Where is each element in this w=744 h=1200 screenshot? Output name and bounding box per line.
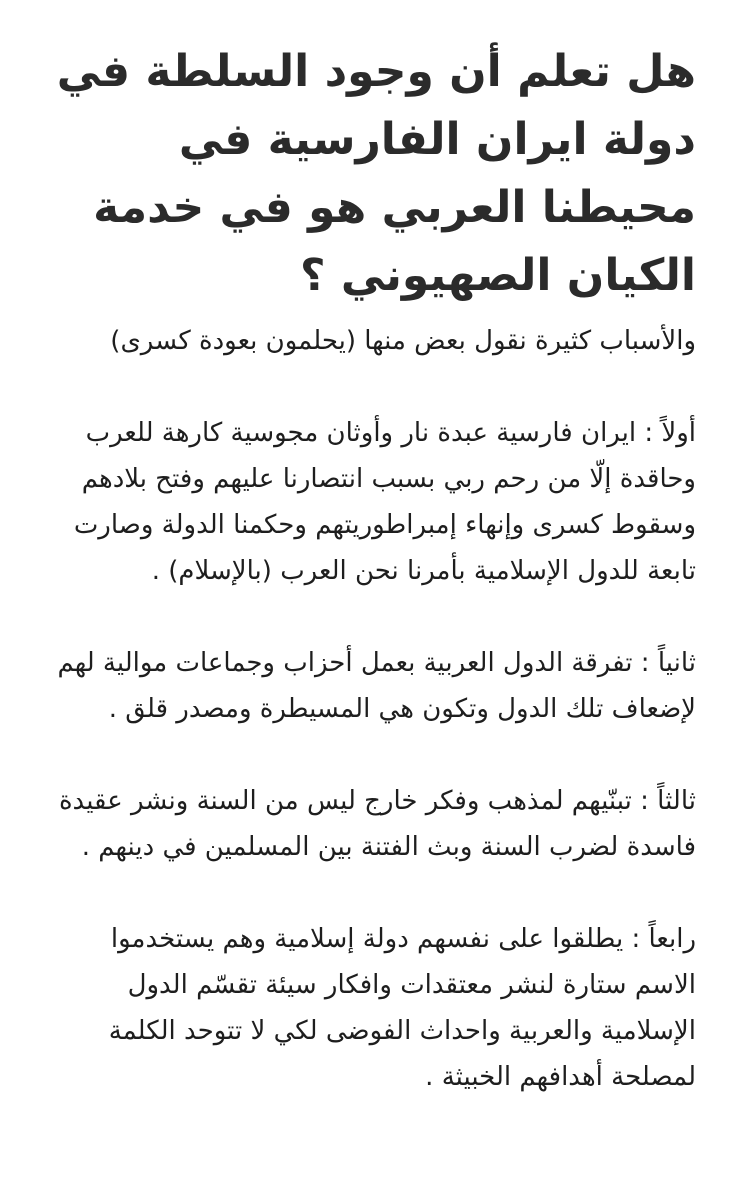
article-title: هل تعلم أن وجود السلطة في دولة ايران الفارسية في محيطنا العربي هو في خدمة الكيان الصهيوني ؟	[56, 46, 696, 301]
point-fourth: رابعاً : يطلقوا على نفسهم دولة إسلامية وهم يستخدموا الاسم ستارة لنشر معتقدات وافكار سيئة تقسّم الدول الإسلامية والعربية واحداث الفوضى لكي لا تتوحد الكلمة لمصلحة أهدافهم الخبيثة .	[108, 924, 696, 1092]
point-first: أولاً : ايران فارسية عبدة نار وأوثان مجوسية كارهة للعرب وحاقدة إلّا من رحم ربي بسبب انتصارنا عليهم وفتح بلادهم وسقوط كسرى وإنهاء إمبراطوريتهم وحكمنا الدولة وصارت تابعة للدول الإسلامية بأمرنا نحن العرب (بالإسلام) .	[73, 418, 696, 586]
intro-paragraph: والأسباب كثيرة نقول بعض منها (يحلمون بعودة كسرى)	[110, 326, 696, 356]
point-third: ثالثاً : تبنّيهم لمذهب وفكر خارج ليس من السنة ونشر عقيدة فاسدة لضرب السنة وبث الفتنة بين المسلمين في دينهم .	[58, 786, 696, 862]
point-second: ثانياً : تفرقة الدول العربية بعمل أحزاب وجماعات موالية لهم لإضعاف تلك الدول وتكون هي المسيطرة ومصدر قلق .	[57, 648, 696, 724]
article	[48, 38, 696, 1146]
